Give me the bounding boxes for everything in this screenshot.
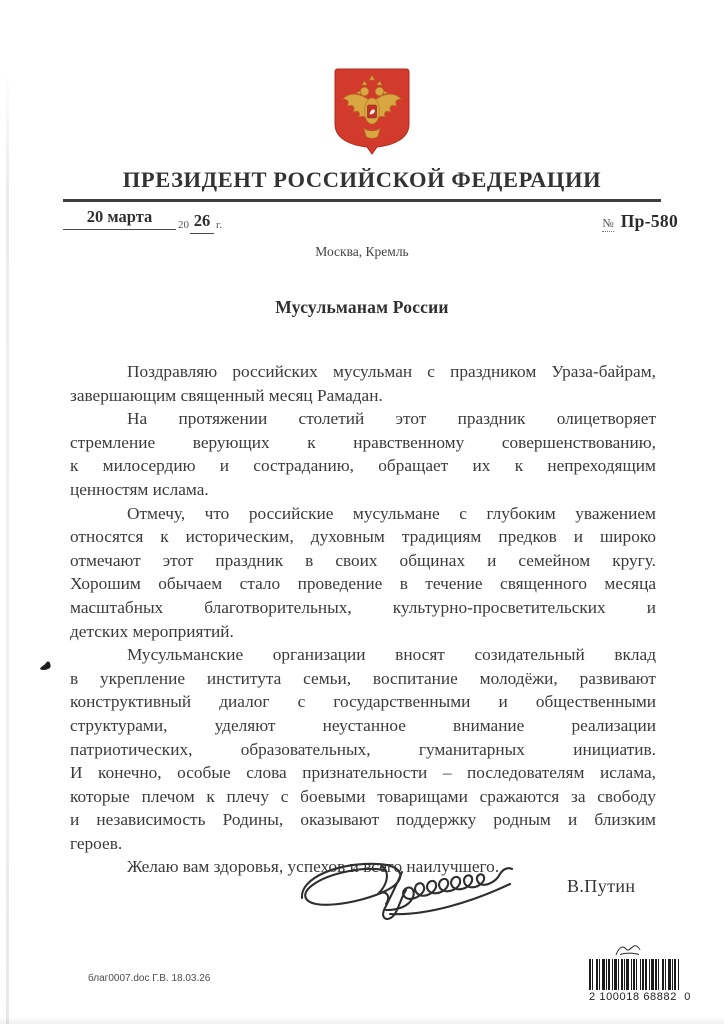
letterhead-rule xyxy=(63,199,661,202)
letter-line: к милосердию и состраданию, обращает их к непреходящим xyxy=(70,456,656,476)
date-year-suffix: г. xyxy=(216,219,223,231)
letter-line: Поздравляю российских мусульман с праздником Ураза-байрам, xyxy=(127,362,656,381)
barcode-bars xyxy=(589,959,679,990)
addressee-heading: Мусульманам России xyxy=(275,297,449,317)
letter-line: в укрепление института семьи, воспитание молодёжи, развивают xyxy=(70,668,656,688)
paragraph xyxy=(70,502,656,644)
letter-line: детских мероприятий. xyxy=(70,621,234,641)
letter-line: стремление верующих к нравственному совершенствованию, xyxy=(70,432,656,452)
letter-line: масштабных благотворительных, культурно-просветительских и xyxy=(70,597,656,617)
barcode-scribble-icon xyxy=(613,942,643,958)
letter-body xyxy=(70,360,656,879)
letter-line: Мусульманские организации вносят созидательный вклад xyxy=(127,645,656,665)
ink-blot-mark xyxy=(38,658,54,672)
letter-line: Хорошим обычаем стало проведение в течение священного месяца xyxy=(70,574,656,594)
letter-line: относятся к историческим, духовным традициям предков и широко xyxy=(70,527,656,547)
place-line: Москва, Кремль xyxy=(315,244,409,259)
letter-line: которые плечом к плечу с боевыми товарищами сражаются за свободу xyxy=(70,786,656,806)
barcode-digits: 2 100018 68882 0 xyxy=(589,991,691,1003)
scan-edge-artifact-bottom xyxy=(0,1017,724,1024)
date-day-month: 20 марта xyxy=(63,207,176,230)
scan-edge-artifact xyxy=(6,70,9,1024)
paragraph xyxy=(70,360,656,407)
document-number xyxy=(602,211,678,232)
date-century-prefix: 20 xyxy=(178,219,189,231)
signer-name: В.Путин xyxy=(567,876,636,896)
letter-line: Желаю вам здоровья, успехов и всего наилучшего. xyxy=(127,857,500,877)
letter-line: конструктивный диалог с государственными и общественными xyxy=(70,692,656,712)
letterhead-title: ПРЕЗИДЕНТ РОССИЙСКОЙ ФЕДЕРАЦИИ xyxy=(122,167,602,192)
signature-scribble xyxy=(286,846,528,928)
file-reference: благ0007.doc Г.В. 18.03.26 xyxy=(88,973,211,984)
number-label: № xyxy=(602,216,614,230)
letter-line: ценностям ислама. xyxy=(70,479,209,499)
letter-line: отмечают этот праздник в своих общинах и семейном кругу. xyxy=(70,550,656,570)
letter-line: завершающим священный месяц Рамадан. xyxy=(70,385,383,405)
letter-line: героев. xyxy=(70,833,123,853)
letter-line: Отмечу, что российские мусульмане с глубоким уважением xyxy=(127,503,656,523)
date-year: 26 xyxy=(190,211,214,234)
barcode xyxy=(589,942,691,1003)
letter-line: На протяжении столетий этот праздник олицетворяет xyxy=(127,409,656,429)
letter-line: И конечно, особые слова признательности – последователям ислама, xyxy=(70,763,656,783)
paragraph xyxy=(70,643,656,855)
dateline xyxy=(63,207,678,241)
paragraph xyxy=(70,407,656,501)
russia-coat-of-arms-icon xyxy=(331,66,413,156)
letter-line: и независимость Родины, оказывают поддержку родным и близким xyxy=(70,810,656,830)
date-field xyxy=(63,207,222,230)
letter-line: структурами, уделяют неустанное внимание реализации xyxy=(70,715,656,735)
letter-line: патриотических, образовательных, гуманитарных инициатив. xyxy=(70,739,656,759)
number-value: Пр-580 xyxy=(620,211,678,231)
